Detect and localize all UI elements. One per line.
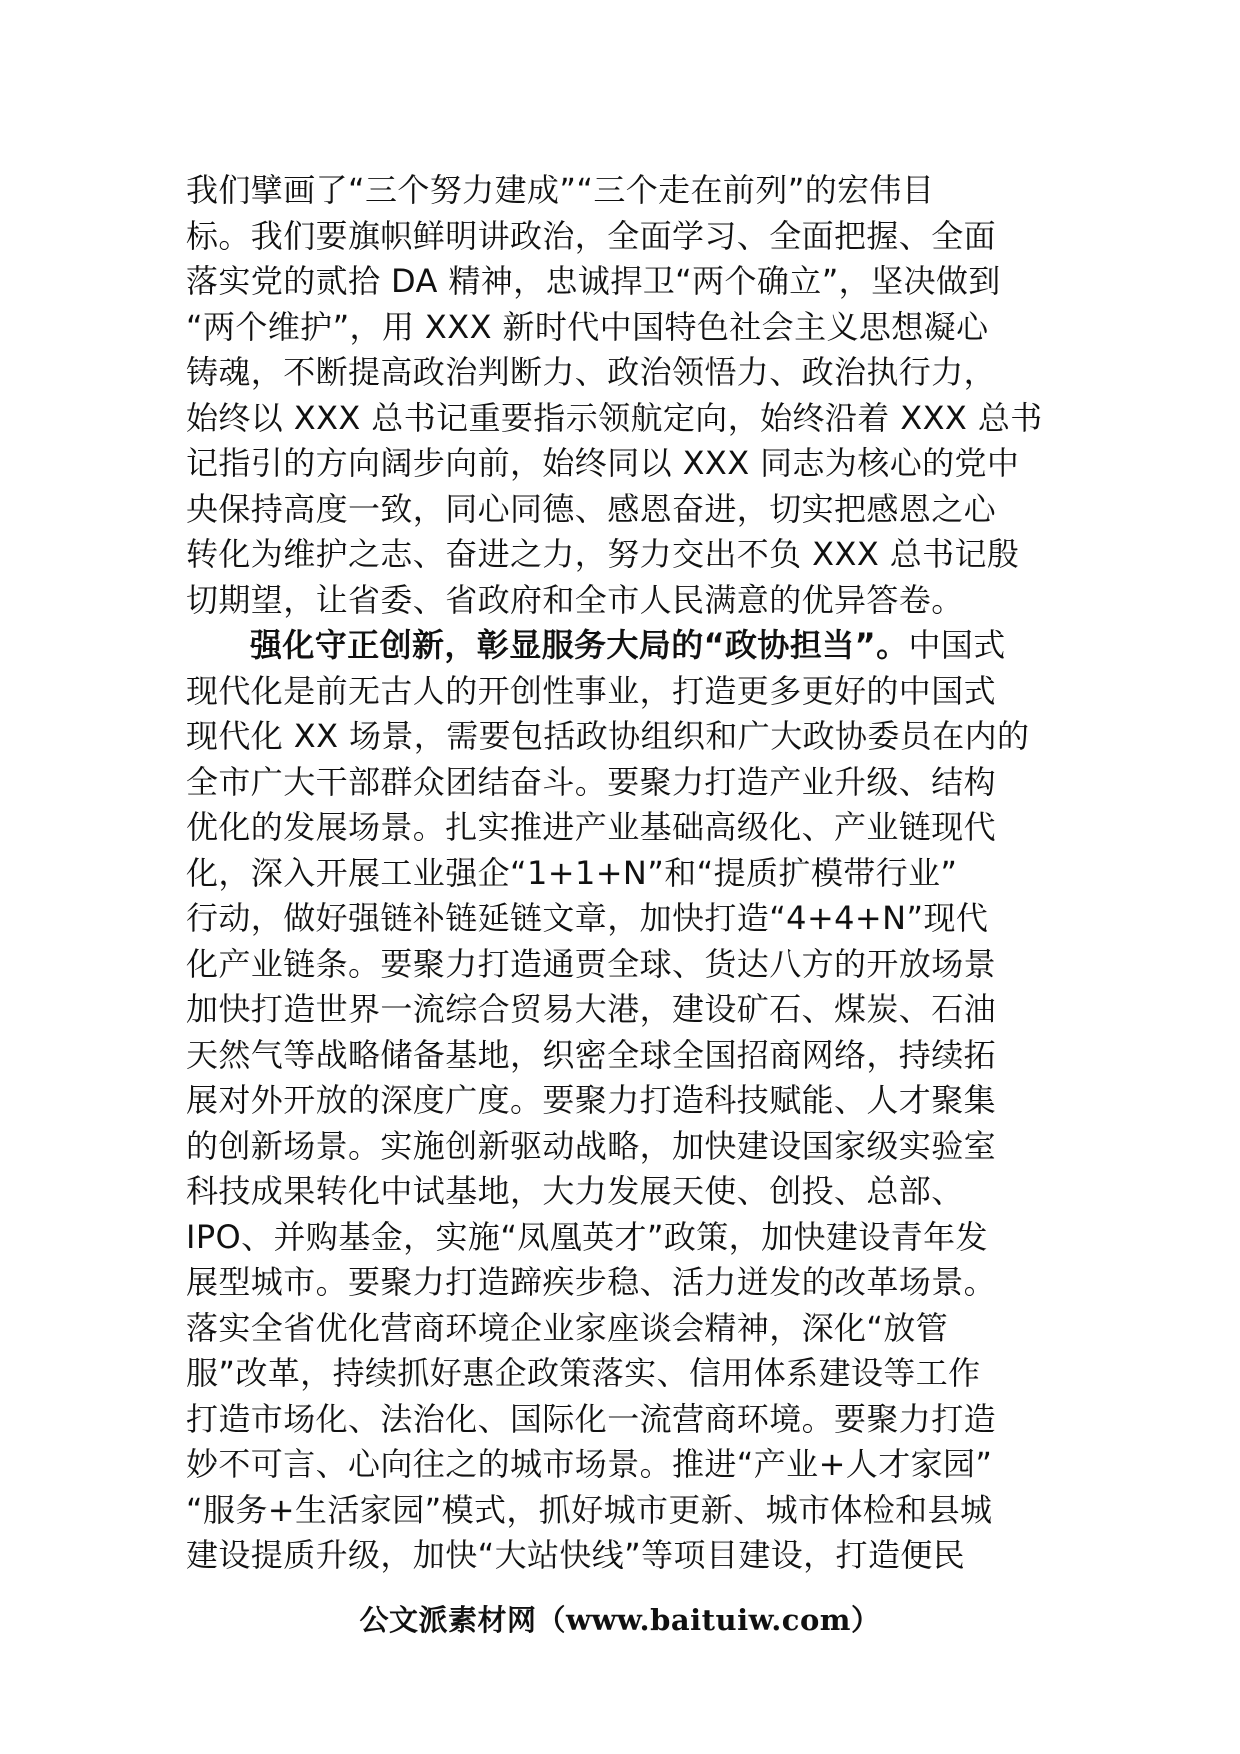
text-line: 现代化 XX 场景，需要包括政协组织和广大政协委员在内的	[186, 717, 1030, 755]
text-line: 行动，做好强链补链延链文章，加快打造“4+4+N”现代	[186, 899, 989, 937]
text-line: 加快打造世界一流综合贸易大港，建设矿石、煤炭、石油	[186, 990, 997, 1028]
text-line: 的创新场景。实施创新驱动战略，加快建设国家级实验室	[186, 1126, 997, 1165]
text-line: 现代化是前无古人的开创性事业，打造更多更好的中国式	[186, 671, 997, 710]
text-line: “两个维护”，用 XXX 新时代中国特色社会主义思想凝心	[186, 307, 989, 346]
text-line: 标。我们要旗帜鲜明讲政治，全面学习、全面把握、全面	[186, 216, 997, 255]
text-line: 科技成果转化中试基地，大力发展天使、创投、总部、	[186, 1172, 964, 1210]
paragraph-2	[186, 623, 1054, 1579]
text-line: 全市广大干部群众团结奋斗。要聚力打造产业升级、结构	[186, 762, 997, 801]
text-segment: 中国式	[908, 626, 1006, 664]
paragraph-2-first-line	[186, 623, 1054, 669]
text-line: 铸魂，不断提高政治判断力、政治领悟力、政治执行力，	[186, 353, 997, 391]
text-line: 落实全省优化营商环境企业家座谈会精神，深化“放管	[186, 1308, 949, 1347]
text-line: 妙不可言、心向往之的城市场景。推进“产业+人才家园”	[186, 1445, 993, 1483]
document-body	[186, 168, 1054, 1579]
text-line: “服务+生活家园”模式，抓好城市更新、城市体检和县城	[186, 1490, 993, 1529]
text-line: 天然气等战略储备基地，织密全球全国招商网络，持续拓	[186, 1035, 997, 1074]
text-line: 切期望，让省委、省政府和全市人民满意的优异答卷。	[186, 580, 964, 619]
text-line: 展对外开放的深度广度。要聚力打造科技赋能、人才聚集	[186, 1081, 997, 1119]
text-line: 化，深入开展工业强企“1+1+N”和“提质扩模带行业”	[186, 853, 958, 892]
text-line: 打造市场化、法治化、国际化一流营商环境。要聚力打造	[186, 1399, 997, 1438]
text-line: 化产业链条。要聚力打造通贾全球、货达八方的开放场景	[186, 944, 997, 983]
text-line: 落实党的贰拾 DA 精神，忠诚捍卫“两个确立”，坚决做到	[186, 262, 1001, 300]
text-line: 始终以 XXX 总书记重要指示领航定向，始终沿着 XXX 总书	[186, 398, 1043, 437]
text-line: IPO、并购基金，实施“凤凰英才”政策，加快建设青年发	[186, 1217, 988, 1256]
text-line: 记指引的方向阔步向前，始终同以 XXX 同志为核心的党中	[186, 444, 1020, 482]
text-line: 建设提质升级，加快“大站快线”等项目建设，打造便民	[186, 1536, 966, 1574]
text-line: 展型城市。要聚力打造蹄疾步稳、活力迸发的改革场景。	[186, 1263, 997, 1301]
footer-watermark: 公文派素材网（www.baituiw.com）	[359, 1603, 881, 1637]
text-line: 服”改革，持续抓好惠企政策落实、信用体系建设等工作	[186, 1354, 981, 1392]
section-heading: 强化守正创新，彰显服务大局的“政协担当”。	[250, 626, 909, 664]
text-line: 央保持高度一致，同心同德、感恩奋进，切实把感恩之心	[186, 489, 997, 528]
text-line: 转化为维护之志、奋进之力，努力交出不负 XXX 总书记殷	[186, 535, 1020, 573]
paragraph-1	[186, 168, 1054, 623]
text-line: 优化的发展场景。扎实推进产业基础高级化、产业链现代	[186, 808, 997, 846]
text-line: 我们擘画了“三个努力建成”“三个走在前列”的宏伟目	[186, 171, 935, 209]
